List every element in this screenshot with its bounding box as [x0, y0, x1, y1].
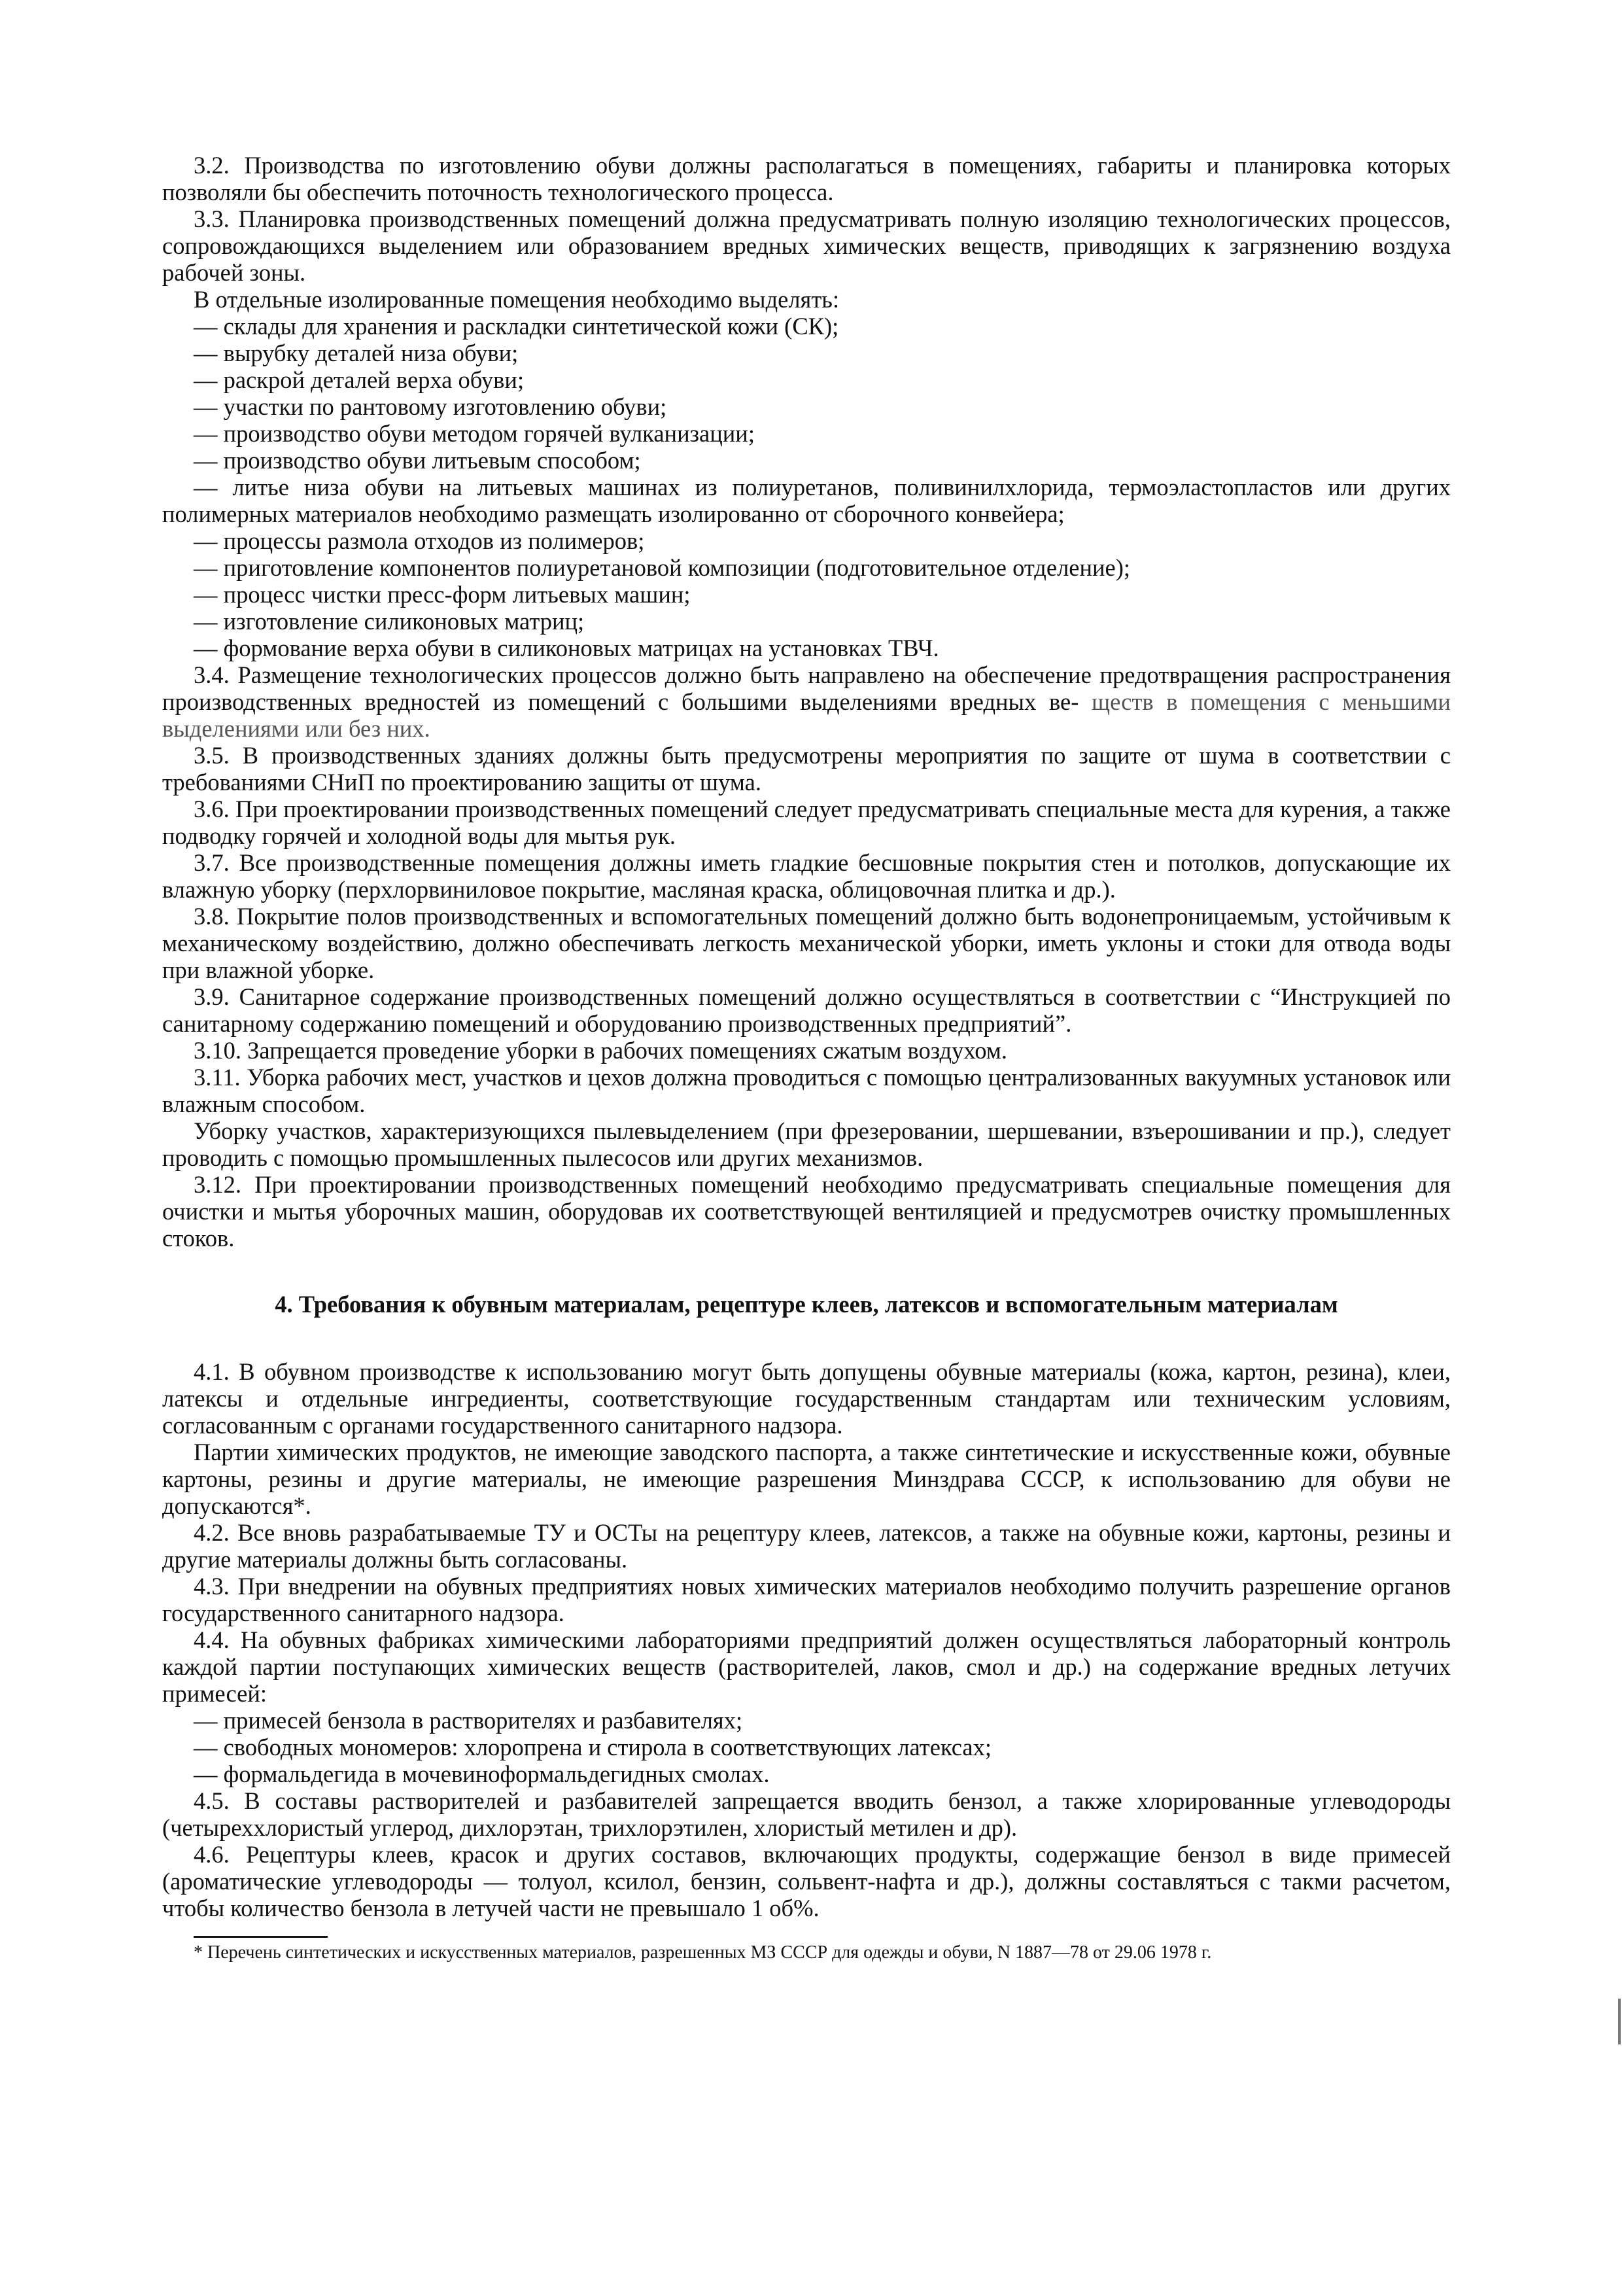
paragraph-4-3: 4.3. При внедрении на обувных предприятиях новых химических материалов необходимо получить разрешение органов государственного санитарного надзора. [162, 1573, 1451, 1626]
list-item: — приготовление компонентов полиуретановой композиции (подготовительное отделение); [194, 554, 1131, 581]
list-item: — процессы размола отходов из полимеров; [194, 527, 645, 554]
footnote: * Перечень синтетических и искусственных материалов, разрешенных МЗ СССР для одежды и обуви, N 1887—78 от 29.06 1978 г. [194, 1942, 1212, 1963]
paragraph-3-7: 3.7. Все производственные помещения должны иметь гладкие бесшовные покрытия стен и потолков, допускающие их влажную уборку (перхлорвиниловое покрытие, масляная краска, облицовочная плитка и др.). [162, 849, 1451, 903]
paragraph-4-2: 4.2. Все вновь разрабатываемые ТУ и ОСТы на рецептуру клеев, латексов, а также на обувные кожи, картоны, резины и другие материалы должны быть согласованы. [162, 1519, 1451, 1573]
list-item: — изготовление силиконовых матриц; [194, 608, 585, 635]
document-page [162, 152, 1451, 1964]
paragraph-3-12: 3.12. При проектировании производственных помещений необходимо предусматривать специальные помещения для очистки и мытья уборочных машин, оборудовав их соответствующей вентиляцией и предусмотрев очистку промышленных стоков. [162, 1171, 1451, 1252]
paragraph-3-6: 3.6. При проектировании производственных помещений следует предусматривать специальные места для курения, а также подводку горячей и холодной воды для мытья рук. [162, 796, 1451, 849]
paragraph-4-1: 4.1. В обувном производстве к использованию могут быть допущены обувные материалы (кожа, картон, резина), клеи, латексы и отдельные ингредиенты, соответствующие государственным стандартам или техническим условиям, согласованным с органами государственного санитарного надзора. [162, 1358, 1451, 1439]
list-item: — производство обуви литьевым способом; [194, 447, 641, 474]
paragraph-3-4-main: 3.4. Размещение технологических процессов должно быть направлено на обеспечение предотвращения распространения производственных вредностей из помещений с большими выделениями вредных ве- [162, 661, 1451, 715]
paragraph-3-10: 3.10. Запрещается проведение уборки в рабочих помещениях сжатым воздухом. [194, 1037, 1007, 1064]
isolated-rooms-list [162, 313, 1451, 661]
paragraph-3-5: 3.5. В производственных зданиях должны быть предусмотрены мероприятия по защите от шума в соответствии с требованиями СНиП по проектированию защиты от шума. [162, 742, 1451, 796]
list-item: — процесс чистки пресс-форм литьевых машин; [194, 581, 691, 608]
paragraph-3-4-faded: ществ в помещения с меньшими выделениями или без них. [162, 688, 1451, 742]
list-item: — свободных мономеров: хлоропрена и стирола в соответствующих латексах; [194, 1734, 992, 1761]
list-item: — примесей бензола в растворителях и разбавителях; [194, 1707, 743, 1734]
paragraph-4-5: 4.5. В составы растворителей и разбавителей запрещается вводить бензол, а также хлорированные углеводороды (четыреххлористый углерод, дихлорэтан, трихлорэтилен, хлористый метилен и др). [162, 1787, 1451, 1841]
list-item: — раскрой деталей верха обуви; [194, 366, 525, 393]
paragraph-3-11: 3.11. Уборка рабочих мест, участков и цехов должна проводиться с помощью централизованных вакуумных установок или влажным способом. [162, 1064, 1451, 1117]
paragraph-4-4: 4.4. На обувных фабриках химическими лабораториями предприятий должен осуществляться лабораторный контроль каждой партии поступающих химических веществ (растворителей, лаков, смол и др.) на содержание вредных летучих примесей: [162, 1626, 1451, 1707]
paragraph-4-6: 4.6. Рецептуры клеев, красок и других составов, включающих продукты, содержащие бензол в виде примесей (ароматические углеводороды — толуол, ксилол, бензин, сольвент-нафта и др.), должны составляться с такми расчетом, чтобы количество бензола в летучей части не превышало 1 об%. [162, 1841, 1451, 1921]
impurities-list [162, 1707, 1451, 1787]
paragraph-4-1-cont: Партии химических продуктов, не имеющие заводского паспорта, а также синтетические и искусственные кожи, обувные картоны, резины и другие материалы, не имеющие разрешения Минздрава СССР, к использованию для обуви не допускаются*. [162, 1439, 1451, 1519]
list-item: — формование верха обуви в силиконовых матрицах на установках ТВЧ. [194, 635, 939, 661]
paragraph-3-8: 3.8. Покрытие полов производственных и вспомогательных помещений должно быть водонепроницаемым, устойчивым к механическому воздействию, должно обеспечивать легкость механической уборки, иметь уклоны и стоки для отвода воды при влажной уборке. [162, 903, 1451, 983]
paragraph-3-4 [162, 661, 1451, 742]
scan-edge-mark [1618, 1999, 1621, 2044]
list-item: — участки по рантовому изготовлению обуви; [194, 393, 667, 420]
list-item: — вырубку деталей низа обуви; [194, 340, 519, 366]
list-item: — склады для хранения и раскладки синтетической кожи (СК); [194, 313, 839, 340]
list-item: — производство обуви методом горячей вулканизации; [194, 420, 755, 447]
section-4-heading: 4. Требования к обувным материалам, рецептуре клеев, латексов и вспомогательным материалам [275, 1291, 1338, 1318]
list-item: — формальдегида в мочевиноформальдегидных смолах. [194, 1761, 770, 1787]
paragraph-3-3: 3.3. Планировка производственных помещений должна предусматривать полную изоляцию технологических процессов, сопровождающихся выделением или образованием вредных химических веществ, приводящих к загрязнению воздуха рабочей зоны. [162, 205, 1451, 286]
paragraph-3-9: 3.9. Санитарное содержание производственных помещений должно осуществляться в соответствии с “Инструкцией по санитарному содержанию помещений и оборудованию производственных предприятий”. [162, 983, 1451, 1037]
paragraph-3-2: 3.2. Производства по изготовлению обуви должны располагаться в помещениях, габариты и планировка которых позволяли бы обеспечить поточность технологического процесса. [162, 152, 1451, 205]
list-intro: В отдельные изолированные помещения необходимо выделять: [194, 286, 840, 313]
paragraph-3-11-cont: Уборку участков, характеризующихся пылевыделением (при фрезеровании, шершевании, взъерошивании и пр.), следует проводить с помощью промышленных пылесосов или других механизмов. [162, 1117, 1451, 1171]
footnote-divider [194, 1936, 328, 1938]
list-item: — литье низа обуви на литьевых машинах из полиуретанов, поливинилхлорида, термоэластопластов или других полимерных материалов необходимо размещать изолированно от сборочного конвейера; [162, 474, 1451, 527]
